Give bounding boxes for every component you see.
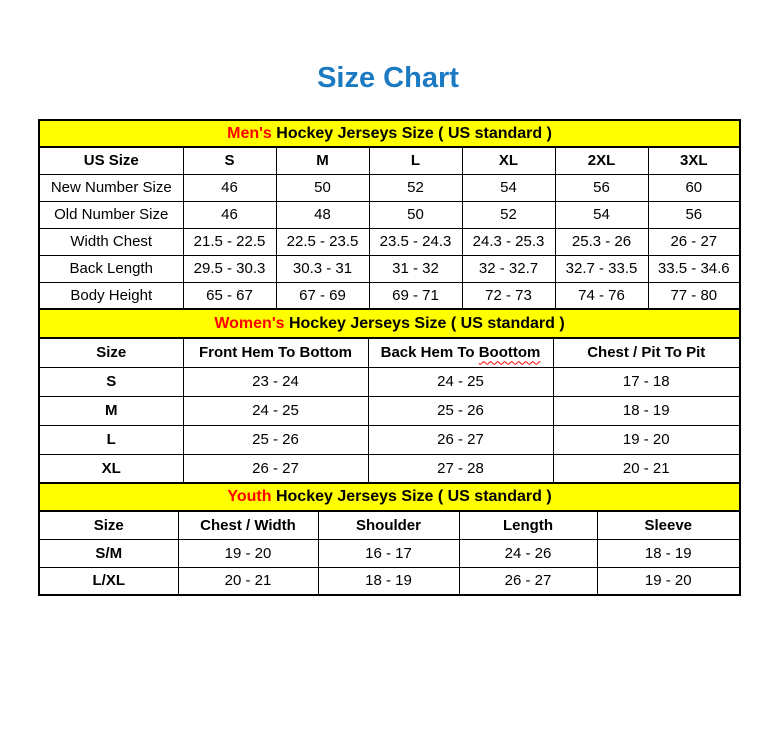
youth-row-label: S/M bbox=[39, 539, 178, 567]
womens-value-cell: 24 - 25 bbox=[368, 367, 553, 396]
mens-banner-highlight: Men's bbox=[227, 124, 272, 142]
mens-value-cell: 50 bbox=[369, 201, 462, 228]
youth-value-cell: 19 - 20 bbox=[178, 539, 318, 567]
mens-value-cell: 77 - 80 bbox=[648, 282, 740, 309]
mens-value-cell: 52 bbox=[369, 174, 462, 201]
mens-value-cell: 31 - 32 bbox=[369, 255, 462, 282]
womens-value-cell: 25 - 26 bbox=[183, 425, 368, 454]
youth-value-cell: 18 - 19 bbox=[318, 567, 459, 595]
womens-value-cell: 18 - 19 bbox=[553, 396, 740, 425]
mens-data-row bbox=[39, 255, 740, 282]
youth-banner-text: Hockey Jerseys Size ( US standard ) bbox=[271, 488, 552, 505]
womens-banner-row bbox=[39, 309, 740, 338]
womens-value-cell: 20 - 21 bbox=[553, 454, 740, 483]
womens-data-row bbox=[39, 396, 740, 425]
youth-column-header: Size bbox=[39, 511, 178, 539]
mens-value-cell: 69 - 71 bbox=[369, 282, 462, 309]
mens-value-cell: 46 bbox=[183, 201, 276, 228]
youth-header-row bbox=[39, 511, 740, 539]
mens-value-cell: 50 bbox=[276, 174, 369, 201]
womens-column-header: Size bbox=[39, 338, 183, 367]
mens-row-label: New Number Size bbox=[39, 174, 183, 201]
womens-size-table bbox=[38, 308, 741, 484]
mens-header-row bbox=[39, 147, 740, 174]
mens-row-label: Old Number Size bbox=[39, 201, 183, 228]
youth-size-table bbox=[38, 482, 741, 596]
misspelled-word: Boottom bbox=[478, 344, 541, 362]
womens-value-cell: 23 - 24 bbox=[183, 367, 368, 396]
mens-column-header: M bbox=[276, 147, 369, 174]
mens-data-row bbox=[39, 228, 740, 255]
mens-section-banner bbox=[39, 120, 740, 147]
youth-section-banner bbox=[39, 483, 740, 511]
womens-column-header: Front Hem To Bottom bbox=[183, 338, 368, 367]
mens-value-cell: 24.3 - 25.3 bbox=[462, 228, 555, 255]
womens-banner-text: Hockey Jerseys Size ( US standard ) bbox=[284, 314, 565, 332]
page-title: Size Chart bbox=[317, 62, 459, 94]
mens-value-cell: 48 bbox=[276, 201, 369, 228]
womens-row-label: S bbox=[39, 367, 183, 396]
womens-value-cell: 17 - 18 bbox=[553, 367, 740, 396]
mens-value-cell: 23.5 - 24.3 bbox=[369, 228, 462, 255]
mens-banner-text: Hockey Jerseys Size ( US standard ) bbox=[271, 124, 552, 142]
womens-value-cell: 26 - 27 bbox=[183, 454, 368, 483]
mens-value-cell: 72 - 73 bbox=[462, 282, 555, 309]
womens-data-row bbox=[39, 454, 740, 483]
mens-value-cell: 26 - 27 bbox=[648, 228, 740, 255]
youth-value-cell: 18 - 19 bbox=[597, 539, 740, 567]
mens-data-row bbox=[39, 201, 740, 228]
womens-data-row bbox=[39, 367, 740, 396]
mens-value-cell: 21.5 - 22.5 bbox=[183, 228, 276, 255]
mens-column-header: US Size bbox=[39, 147, 183, 174]
mens-row-label: Body Height bbox=[39, 282, 183, 309]
mens-value-cell: 22.5 - 23.5 bbox=[276, 228, 369, 255]
mens-column-header: 3XL bbox=[648, 147, 740, 174]
mens-value-cell: 32 - 32.7 bbox=[462, 255, 555, 282]
youth-column-header: Sleeve bbox=[597, 511, 740, 539]
mens-row-label: Width Chest bbox=[39, 228, 183, 255]
mens-value-cell: 74 - 76 bbox=[555, 282, 648, 309]
mens-value-cell: 33.5 - 34.6 bbox=[648, 255, 740, 282]
mens-value-cell: 52 bbox=[462, 201, 555, 228]
mens-row-label: Back Length bbox=[39, 255, 183, 282]
womens-column-header: Chest / Pit To Pit bbox=[553, 338, 740, 367]
womens-row-label: L bbox=[39, 425, 183, 454]
mens-value-cell: 54 bbox=[462, 174, 555, 201]
womens-value-cell: 26 - 27 bbox=[368, 425, 553, 454]
mens-data-row bbox=[39, 174, 740, 201]
size-chart-page bbox=[0, 62, 776, 754]
youth-value-cell: 16 - 17 bbox=[318, 539, 459, 567]
youth-value-cell: 24 - 26 bbox=[459, 539, 597, 567]
womens-data-row bbox=[39, 425, 740, 454]
mens-banner-row bbox=[39, 120, 740, 147]
mens-value-cell: 65 - 67 bbox=[183, 282, 276, 309]
womens-section-banner bbox=[39, 309, 740, 338]
mens-column-header: XL bbox=[462, 147, 555, 174]
mens-value-cell: 46 bbox=[183, 174, 276, 201]
youth-data-row bbox=[39, 567, 740, 595]
youth-banner-highlight: Youth bbox=[227, 488, 272, 505]
womens-value-cell: 24 - 25 bbox=[183, 396, 368, 425]
mens-value-cell: 29.5 - 30.3 bbox=[183, 255, 276, 282]
size-chart-tables bbox=[38, 119, 739, 596]
mens-column-header: L bbox=[369, 147, 462, 174]
mens-column-header: 2XL bbox=[555, 147, 648, 174]
youth-column-header: Chest / Width bbox=[178, 511, 318, 539]
youth-row-label: L/XL bbox=[39, 567, 178, 595]
mens-value-cell: 30.3 - 31 bbox=[276, 255, 369, 282]
youth-value-cell: 20 - 21 bbox=[178, 567, 318, 595]
mens-data-row bbox=[39, 282, 740, 309]
womens-banner-highlight: Women's bbox=[214, 314, 285, 332]
mens-value-cell: 32.7 - 33.5 bbox=[555, 255, 648, 282]
youth-column-header: Length bbox=[459, 511, 597, 539]
mens-size-table bbox=[38, 119, 741, 310]
youth-column-header: Shoulder bbox=[318, 511, 459, 539]
youth-data-row bbox=[39, 539, 740, 567]
youth-value-cell: 19 - 20 bbox=[597, 567, 740, 595]
mens-value-cell: 56 bbox=[648, 201, 740, 228]
womens-value-cell: 25 - 26 bbox=[368, 396, 553, 425]
mens-column-header: S bbox=[183, 147, 276, 174]
womens-column-header: Back Hem To Boottom bbox=[368, 338, 553, 367]
mens-value-cell: 67 - 69 bbox=[276, 282, 369, 309]
mens-value-cell: 25.3 - 26 bbox=[555, 228, 648, 255]
womens-value-cell: 27 - 28 bbox=[368, 454, 553, 483]
mens-value-cell: 54 bbox=[555, 201, 648, 228]
womens-value-cell: 19 - 20 bbox=[553, 425, 740, 454]
womens-row-label: M bbox=[39, 396, 183, 425]
mens-value-cell: 60 bbox=[648, 174, 740, 201]
youth-value-cell: 26 - 27 bbox=[459, 567, 597, 595]
womens-row-label: XL bbox=[39, 454, 183, 483]
youth-banner-row bbox=[39, 483, 740, 511]
womens-header-row bbox=[39, 338, 740, 367]
mens-value-cell: 56 bbox=[555, 174, 648, 201]
